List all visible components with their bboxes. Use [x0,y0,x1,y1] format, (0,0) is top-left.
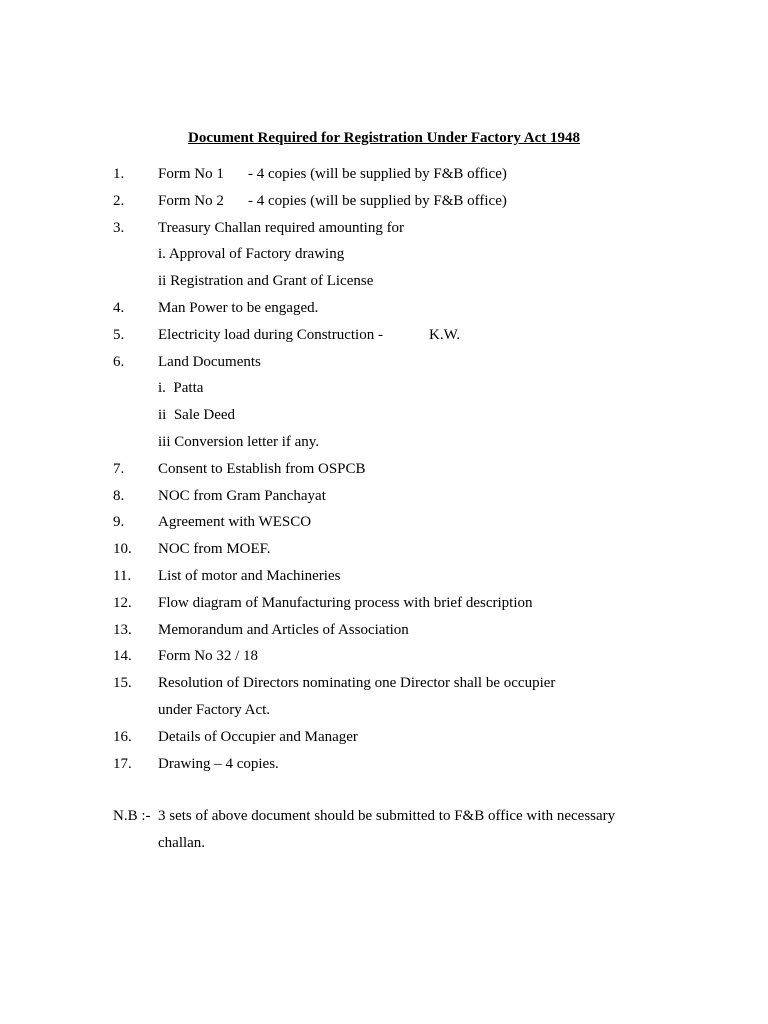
requirements-list [0,164,768,780]
list-item [0,620,768,647]
list-item [0,352,768,379]
list-subitem [0,700,768,727]
item-text: Consent to Establish from OSPCB [158,460,366,477]
item-unit: K.W. [429,326,461,343]
note-label: N.B :- [113,808,151,824]
list-item [0,673,768,700]
item-aside: - 4 copies (will be supplied by F&B office) [248,192,507,209]
list-item [0,191,768,218]
item-number: 11. [113,567,132,584]
note-text-continuation: challan. [158,834,206,851]
subitem-text: iii Conversion letter if any. [158,433,320,450]
item-number: 8. [113,487,125,504]
note-line [0,806,768,833]
list-item [0,566,768,593]
subitem-text: i. Approval of Factory drawing [158,246,345,263]
list-item [0,459,768,486]
item-text: NOC from Gram Panchayat [158,487,326,504]
item-text: List of motor and Machineries [158,567,341,584]
subitem-text: ii Sale Deed [158,407,236,424]
item-number: 14. [113,648,132,665]
item-number: 1. [113,166,125,182]
item-text: Drawing – 4 copies. [158,755,279,772]
item-number: 2. [113,192,125,209]
list-subitem [0,244,768,271]
item-text: Details of Occupier and Manager [158,728,358,745]
item-number: 9. [113,514,125,531]
note-line [0,833,768,860]
list-subitem [0,271,768,298]
item-text: NOC from MOEF. [158,541,271,558]
item-number: 4. [113,299,125,316]
item-text: Form No 2 [158,192,224,209]
subitem-text: ii Registration and Grant of License [158,273,374,290]
item-number: 17. [113,755,132,772]
item-text: Form No 32 / 18 [158,648,259,665]
item-aside: - 4 copies (will be supplied by F&B office) [248,166,507,182]
list-item [0,593,768,620]
item-number: 3. [113,219,125,236]
list-item [0,646,768,673]
item-number: 16. [113,728,132,745]
list-item [0,512,768,539]
item-text: Form No 1 [158,166,224,182]
item-number: 5. [113,326,125,343]
item-text: Man Power to be engaged. [158,299,319,316]
list-item [0,164,768,191]
list-item [0,727,768,754]
item-number: 6. [113,353,125,370]
list-subitem [0,378,768,405]
item-text: Memorandum and Articles of Association [158,621,409,638]
note-text: 3 sets of above document should be submitted to F&B office with necessary [158,808,616,824]
list-item [0,539,768,566]
item-number: 10. [113,541,132,558]
item-text: Electricity load during Construction - [158,326,383,343]
item-number: 13. [113,621,132,638]
list-subitem [0,432,768,459]
item-text: Land Documents [158,353,261,370]
list-item [0,298,768,325]
item-text: Treasury Challan required amounting for [158,219,405,236]
list-item [0,754,768,781]
note-block [0,806,768,860]
list-subitem [0,405,768,432]
subitem-text: i. Patta [158,380,204,397]
list-item [0,325,768,352]
item-text: Agreement with WESCO [158,514,312,531]
document-title: Document Required for Registration Under Factory Act 1948 [187,130,581,146]
list-item [0,218,768,245]
item-text: Resolution of Directors nominating one Director shall be occupier [158,675,556,692]
item-number: 15. [113,675,132,692]
item-text: Flow diagram of Manufacturing process with brief description [158,594,533,611]
item-number: 12. [113,594,132,611]
item-continuation: under Factory Act. [158,701,271,718]
item-number: 7. [113,460,125,477]
list-item [0,486,768,513]
